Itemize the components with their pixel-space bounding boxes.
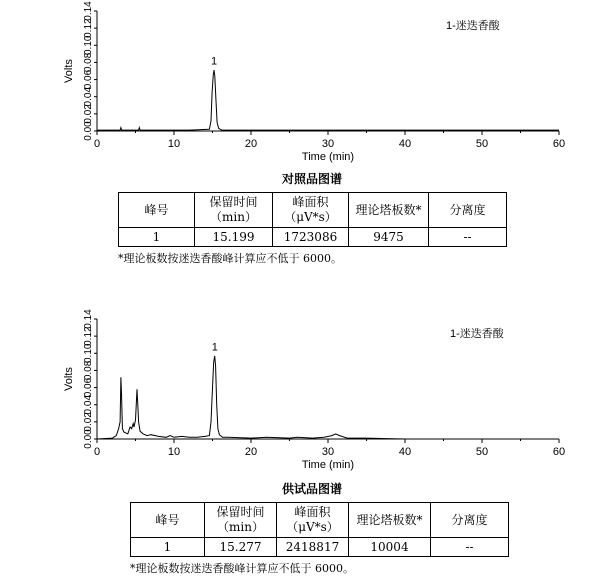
cell-peak-no: 1 (131, 538, 205, 557)
legend-compound-name: 1-迷迭香酸 (450, 328, 504, 340)
x-axis-label: Time (min) (301, 459, 355, 471)
y-tick-label: 0.10 (83, 35, 94, 56)
y-tick-label: 0.10 (83, 343, 94, 364)
y-tick-label: 0.12 (83, 18, 94, 38)
col-resolution: 分离度 (429, 193, 507, 228)
x-tick-label: 60 (552, 138, 566, 150)
x-tick-label: 50 (475, 138, 489, 150)
y-tick-label: 0.14 (83, 1, 94, 21)
col-retention-time: 保留时间 （min） (195, 193, 273, 228)
x-tick-label: 50 (475, 446, 489, 458)
col-plate-number: 理论塔板数* (349, 503, 431, 538)
y-tick-label: 0.14 (83, 309, 94, 329)
sample-chart-panel (0, 308, 610, 580)
y-tick-label: 0.00 (83, 429, 94, 449)
chromatogram-trace (97, 70, 559, 130)
cell-plate-number: 10004 (349, 538, 431, 557)
cell-resolution: -- (429, 228, 507, 247)
cell-retention-time: 15.199 (195, 228, 273, 247)
reference-footnote: *理论板数按迷迭香酸峰计算应不低于 6000。 (118, 252, 342, 265)
x-tick-label: 0 (93, 138, 101, 150)
sample-footnote: *理论板数按迷迭香酸峰计算应不低于 6000。 (130, 562, 354, 575)
x-tick-label: 60 (552, 446, 566, 458)
table-row (119, 228, 507, 247)
table-row (131, 538, 509, 557)
x-axis-label: Time (min) (301, 151, 355, 163)
col-peak-area: 峰面积 （μV*s） (277, 503, 349, 538)
sample-peak-table (130, 502, 509, 557)
reference-chromatogram (0, 0, 610, 175)
table-header-row (131, 503, 509, 538)
cell-peak-no: 1 (119, 228, 195, 247)
x-tick-label: 0 (93, 446, 101, 458)
x-tick-label: 10 (167, 446, 181, 458)
x-tick-label: 30 (321, 446, 335, 458)
col-plate-number: 理论塔板数* (349, 193, 429, 228)
legend-compound-name: 1-迷迭香酸 (446, 20, 500, 32)
cell-peak-area: 2418817 (277, 538, 349, 557)
col-peak-no: 峰号 (131, 503, 205, 538)
y-tick-label: 0.08 (83, 360, 94, 381)
x-tick-label: 30 (321, 138, 335, 150)
x-tick-label: 40 (398, 138, 412, 150)
y-tick-label: 0.12 (83, 326, 94, 346)
reference-chart-panel (0, 0, 610, 270)
y-axis-label: Volts (63, 367, 75, 391)
y-tick-label: 0.02 (83, 104, 94, 124)
col-resolution: 分离度 (431, 503, 509, 538)
y-tick-label: 0.06 (83, 377, 94, 398)
x-tick-label: 20 (244, 138, 258, 150)
y-tick-label: 0.04 (83, 86, 94, 107)
y-tick-label: 0.06 (83, 69, 94, 90)
y-tick-label: 0.00 (83, 121, 94, 141)
table-header-row (119, 193, 507, 228)
peak-label: 1 (210, 55, 218, 68)
reference-peak-table (118, 192, 507, 247)
peak-label: 1 (211, 341, 218, 354)
y-axis-label: Volts (63, 59, 75, 83)
reference-chart-title: 对照品图谱 (281, 172, 343, 186)
col-peak-area: 峰面积 （μV*s） (273, 193, 349, 228)
col-peak-no: 峰号 (119, 193, 195, 228)
cell-plate-number: 9475 (349, 228, 429, 247)
chromatogram-trace (97, 356, 559, 439)
cell-peak-area: 1723086 (273, 228, 349, 247)
x-tick-label: 20 (244, 446, 258, 458)
x-tick-label: 10 (167, 138, 181, 150)
x-tick-label: 40 (398, 446, 412, 458)
sample-chromatogram (0, 308, 610, 483)
cell-retention-time: 15.277 (205, 538, 277, 557)
y-tick-label: 0.08 (83, 52, 94, 73)
y-tick-label: 0.04 (83, 394, 94, 415)
cell-resolution: -- (431, 538, 509, 557)
col-retention-time: 保留时间 （min） (205, 503, 277, 538)
y-tick-label: 0.02 (83, 412, 94, 432)
sample-chart-title: 供试品图谱 (281, 482, 343, 496)
